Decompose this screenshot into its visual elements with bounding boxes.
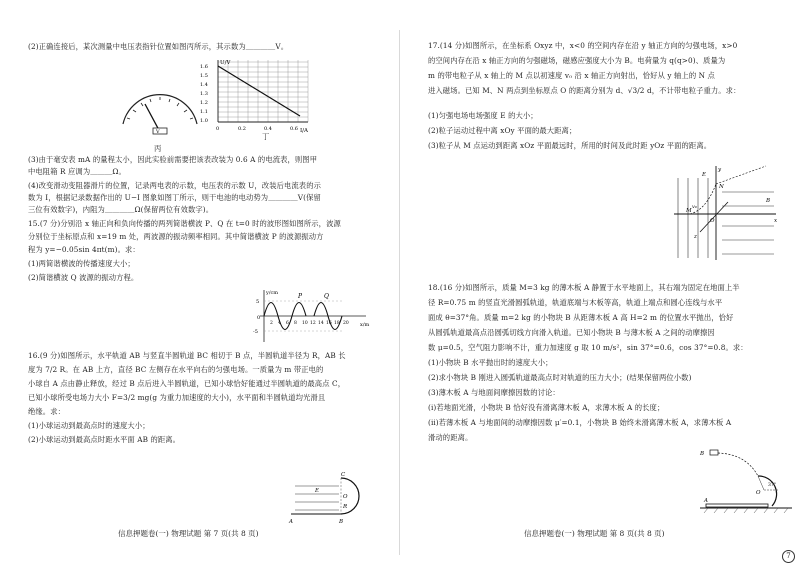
wave-ylabel: y/cm [266,290,279,296]
y-tick: 1.3 [200,91,208,97]
wave-xlabel: x/m [360,322,370,328]
wave-xtick: 2 [270,321,273,326]
axis-x: x [774,218,778,224]
left-footer: 信息押题卷(一) 物理试题 第 7 页(共 8 页) [118,529,259,538]
q17-sub3: (3)粒子从 M 点运动到距离 xOz 平面最远时，所用的时间及此时距 yOz 平面的距离。 [428,141,712,150]
q18-line2: 径 R=0.75 m 的竖直光滑圆弧轨道，轨道底端与木板等高，轨道上端点和圆心连线与水平 [428,298,723,307]
velocity-v0: v₀ [692,204,697,210]
page-divider [399,30,400,555]
point-M: M [686,208,692,214]
q14-part3-line2: 中电阻箱 R 应调为＿＿＿Ω。 [28,167,126,176]
center-O: O [343,494,348,500]
q18-sub3: (3)薄木板 A 与地面间摩擦因数的讨论： [428,388,560,397]
ui-graph [196,56,342,140]
y-tick: 1.4 [200,82,208,88]
graph-caption: 丁 [262,132,270,141]
voltmeter-figure [115,88,205,140]
q16-line4: 已知小球所受电场力大小 F=3/2 mg(g 为重力加速度的大小)，水平面和半圆轨道均光滑且 [28,393,326,402]
wave-ytick: 0 [257,315,261,321]
wave-xtick: 14 [318,321,324,326]
field-B: B [766,198,771,204]
q15-sub1: (1)两简谐横波的传播速度大小； [28,259,135,268]
q18-sub3-i: (ⅰ)若地面光滑，小物块 B 恰好没有滑离薄木板 A，求薄木板 A 的长度； [428,403,665,412]
radius-R: R [343,504,348,510]
q18-line5: 数 μ=0.5，空气阻力影响不计，重力加速度 g 取 10 m/s²，sin 37°=0.6，cos 37°=0.8。求： [428,343,748,352]
q18-sub3-ii-line2: 滑动的距离。 [428,433,473,442]
q15-sub2: (2)简谐横波 Q 波源的振动方程。 [28,273,139,282]
q17-sub2: (2)粒子运动过程中离 xOy 平面的最大距离； [428,126,577,135]
board-A-label: A [704,498,708,504]
wave-ytick: 5 [256,299,260,305]
origin-O: O [710,218,715,224]
point-C: C [341,472,346,478]
wave-xtick: 4 [278,321,281,326]
wave-P-label: P [298,293,303,300]
wave-xtick: 16 [326,321,332,326]
q16-line2: 度为 7/2 R。在 AB 上方，直径 BC 左侧存在水平向右的匀强电场。一质量为 m 带正电的 [28,365,324,374]
q18-line1: 18.(16 分)如图所示，质量 M=3 kg 的薄木板 A 静置于水平地面上，其右端为固定在地面上半 [428,283,740,292]
x-tick: 0.4 [264,126,272,132]
q17-line1: 17.(14 分)如图所示，在坐标系 Oxyz 中，x<0 的空间内存在沿 y 轴正方向的匀强电场，x>0 [428,41,738,50]
y-tick: 1.1 [200,109,208,115]
wave-Q-label: Q [324,293,329,300]
angle-theta: 37° [768,483,776,488]
y-tick: 1.6 [200,64,208,70]
wave-xtick: 6 [286,321,289,326]
axis-z: z [694,234,697,240]
arc-track-figure [698,448,794,522]
q18-sub3-ii-line1: (ⅱ)若薄木板 A 与地面间的动摩擦因数 μ′=0.1，小物块 B 始终未滑离薄木板 A，求薄木板 A [428,418,732,427]
q17-sub1: (1)匀强电场电场强度 E 的大小； [428,111,538,120]
ui-line [218,66,300,116]
q14-part2: (2)正确连接后，某次测量中电压表指针位置如图丙所示，其示数为＿＿＿＿V。 [28,42,289,51]
field-E: E [702,172,707,178]
q14-part4-line3: 三位有效数字)，内阻为＿＿＿＿Ω(保留两位有效数字)。 [28,205,214,214]
q15-line3: 程为 y=−0.05sin 4πt(m)。求： [28,245,140,254]
y-tick: 1.0 [200,118,208,124]
wave-xtick: 8 [294,321,297,326]
q18-sub2: (2)求小物块 B 刚进入圆弧轨道最高点时对轨道的压力大小；(结果保留两位小数) [428,373,692,382]
wave-xtick: 12 [310,321,316,326]
q17-line4: 进入磁场。已知 M、N 两点到坐标原点 O 的距离分别为 d、√3/2 d，不计带电粒子重力。求： [428,86,741,95]
axis-y: y [718,167,722,173]
right-footer: 信息押题卷(一) 物理试题 第 8 页(共 8 页) [524,529,665,538]
right-page [402,0,800,566]
wave-figure [248,286,378,346]
y-tick: 1.5 [200,73,208,79]
q18-line4: 从圆弧轨道最高点沿圆弧切线方向滑入轨道。已知小物块 B 与薄木板 A 之间的动摩擦因 [428,328,715,337]
voltmeter-unit: V [156,129,160,135]
point-A: A [289,519,293,525]
block-B-label: B [700,451,705,457]
page-number-badge: 7 [782,550,795,563]
q16-line1: 16.(9 分)如图所示，水平轨道 AB 与竖直半圆轨道 BC 相切于 B 点，半圆轨道半径为 R，AB 长 [28,351,346,360]
y-tick: 1.2 [200,100,208,106]
point-N: N [719,184,724,190]
q14-part3-line1: (3)由于毫安表 mA 的量程太小，因此实验前需要把该表改装为 0.6 A 的电流表，则图甲 [28,155,318,164]
voltmeter-caption: 丙 [154,144,162,153]
q14-part4-line1: (4)改变滑动变阻器滑片的位置，记录两电表的示数，电压表的示数 U，改装后电流表的示 [28,181,321,190]
wave-xtick: 10 [302,321,308,326]
wave-xtick: 20 [343,321,349,326]
graph-ylabel: U/V [220,60,231,66]
field-E: E [315,488,320,494]
q15-line1: 15.(7 分)分别沿 x 轴正向和负向传播的两列简谐横波 P、Q 在 t=0 时的波形图如图所示，波源 [28,219,341,228]
graph-xlabel: I/A [300,128,308,134]
q16-line5: 绝缘。求： [28,407,65,416]
q16-sub2: (2)小球运动到最高点时距水平面 AB 的距离。 [28,435,181,444]
x-tick: 0.6 [290,126,298,132]
field-figure [670,162,782,264]
q16-line3: 小球自 A 点由静止释放，经过 B 点后进入半圆轨道，已知小球恰好能通过半圆轨道的最高点 C， [28,379,346,388]
arc-center-O: O [756,490,761,496]
point-B: B [339,519,344,525]
q15-line2: 分别位于坐标原点和 x=19 m 处，两波源的振动频率相同。其中简谐横波 P 的波源振动方 [28,232,324,241]
wave-ytick: -5 [253,329,258,335]
q17-line2: 的空间内存在沿 x 轴正方向的匀强磁场，磁感应强度大小为 B。电荷量为 q(q>0)、质量为 [428,56,726,65]
x-tick: 0 [216,126,220,132]
q17-line3: m 的带电粒子从 x 轴上的 M 点以初速度 v₀ 沿 x 轴正方向射出，恰好从 y 轴上的 N 点 [428,71,715,80]
track-figure [285,468,365,526]
q18-line3: 面成 θ=37°角。质量 m=2 kg 的小物块 B 从距薄木板 A 高 H=2 m 的位置水平抛出，恰好 [428,313,734,322]
wave-xtick: 18 [334,321,340,326]
q14-part4-line2: 数为 I，根据记录数据作出的 U−I 图象如图丁所示，则干电池的电动势为＿＿＿＿V(保留 [28,193,321,202]
q18-sub1: (1)小物块 B 水平抛出时的速度大小； [428,358,553,367]
x-tick: 0.2 [238,126,246,132]
left-page [0,0,398,566]
q16-sub1: (1)小球运动到最高点时的速度大小； [28,421,150,430]
